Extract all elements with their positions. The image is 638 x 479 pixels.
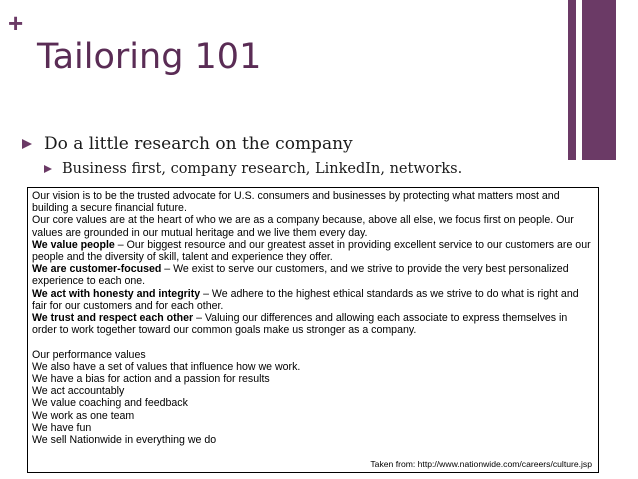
value-text: – Our biggest resource and our greatest asset in providing excellent service to our customers are our people and the diversity of skill, talent and experience they offer.: [32, 238, 591, 264]
list-item: We have fun: [32, 421, 92, 434]
decorative-bar-thin: [568, 0, 576, 160]
vision-paragraph: Our vision is to be the trusted advocate for U.S. consumers and businesses by protecting what matters most and building a secure financial future.: [32, 190, 560, 215]
list-item: We value coaching and feedback: [32, 397, 188, 410]
value-label: We are customer-focused: [32, 263, 162, 276]
bullet-level-2: [44, 161, 462, 177]
list-item: We act accountably: [32, 385, 125, 398]
list-item: We work as one team: [32, 409, 135, 422]
value-label: We value people: [32, 238, 115, 251]
core-values-paragraph: Our core values are at the heart of who we are as a company because, above all else, we focus first on people. Our values are grounded in our mutual heritage and we live them every day.: [32, 214, 574, 239]
bullet-arrow-icon: [44, 165, 52, 173]
source-citation: Taken from: http://www.nationwide.com/careers/culture.jsp: [370, 458, 592, 469]
performance-title: Our performance values: [32, 348, 146, 361]
values-textbox: [27, 187, 599, 473]
value-customer-focused: [32, 263, 594, 287]
value-people: [32, 239, 594, 263]
value-trust: [32, 312, 594, 336]
value-text: – Valuing our differences and allowing each associate to express themselves in order to work together toward our common goals make us stronger as a company.: [32, 312, 568, 337]
bullet-level-2-text: Business first, company research, LinkedIn, networks.: [62, 161, 463, 177]
list-item: We have a bias for action and a passion for results: [32, 373, 270, 386]
value-text: – We exist to serve our customers, and we strive to provide the very best personalized experience to each one.: [32, 263, 569, 288]
decorative-bar-thick: [582, 0, 616, 160]
performance-intro: We also have a set of values that influence how we work.: [32, 360, 301, 373]
list-item: We sell Nationwide in everything we do: [32, 434, 217, 447]
bullet-level-1-text: Do a little research on the company: [44, 134, 353, 154]
slide-title: Tailoring 101: [37, 37, 262, 77]
bullet-arrow-icon: [22, 139, 32, 149]
value-text: – We adhere to the highest ethical standards as we strive to do what is right and fair for our customers and for each other.: [32, 287, 579, 312]
plus-mark: +: [8, 8, 24, 38]
bullet-level-1: [22, 134, 353, 154]
value-label: We trust and respect each other: [32, 312, 194, 325]
spacer: [32, 336, 594, 348]
value-honesty: [32, 288, 594, 312]
value-label: We act with honesty and integrity: [32, 287, 201, 300]
